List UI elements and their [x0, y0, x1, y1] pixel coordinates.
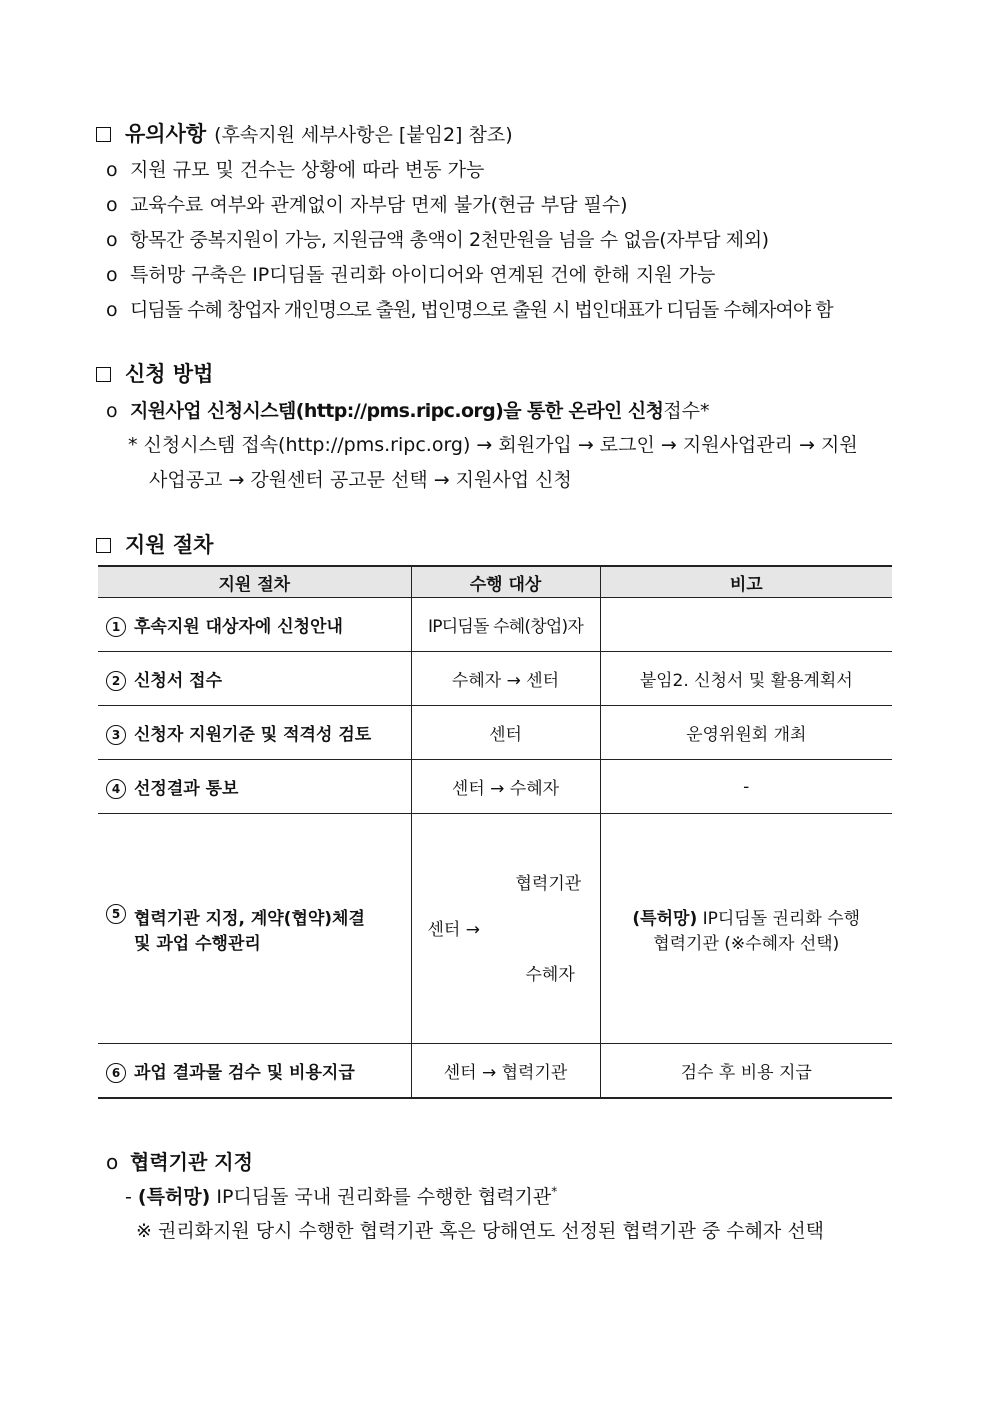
table-header-row [98, 566, 892, 598]
target-cell: IP디딤돌 수혜(창업)자 [411, 598, 600, 652]
note-cell [600, 598, 892, 652]
apply-footnote-line-1: * 신청시스템 접속(http://pms.ripc.org) → 회원가입 → 로그인 → 지원사업관리 → 지원 [128, 434, 858, 456]
partner-note: ※ 권리화지원 당시 수행한 협력기관 혹은 당해연도 선정된 협력기관 중 수혜자 선택 [136, 1220, 825, 1242]
note-cell: 붙임2. 신청서 및 활용계획서 [600, 652, 892, 706]
section-title: 지원 절차 [125, 533, 214, 557]
step-cell: 3 신청자 지원기준 및 적격성 검토 [98, 706, 411, 760]
circled-number: 3 [106, 725, 126, 745]
header-target: 수행 대상 [411, 566, 600, 598]
circled-number: 5 [106, 904, 126, 924]
section-note: (후속지원 세부사항은 [붙임2] 참조) [214, 124, 513, 146]
bullet-circle-icon: o [106, 229, 118, 251]
target-cell: 센터 → 협력기관 [411, 1044, 600, 1098]
table-row [98, 706, 892, 760]
header-step: 지원 절차 [98, 566, 411, 598]
step-cell: 1 후속지원 대상자에 신청안내 [98, 598, 411, 652]
checkbox-square-icon [96, 127, 111, 142]
target-cell: 센터 → 수혜자 [411, 760, 600, 814]
notice-item-3: o 항목간 중복지원이 가능, 지원금액 총액이 2천만원을 넘을 수 없음(자부담 제외) [106, 229, 769, 251]
step-cell: 6 과업 결과물 검수 및 비용지급 [98, 1044, 411, 1098]
bullet-circle-icon: o [106, 159, 118, 181]
notice-item-1: o 지원 규모 및 건수는 상황에 따라 변동 가능 [106, 159, 485, 181]
notice-item-5: o 디딤돌 수혜 창업자 개인명으로 출원, 법인명으로 출원 시 법인대표가 디딤돌 수혜자여야 함 [106, 299, 833, 321]
target-bottom: 수혜자 [525, 965, 575, 985]
procedure-table [98, 565, 892, 1099]
checkbox-square-icon [96, 538, 111, 553]
target-cell [411, 814, 600, 1044]
section-apply-heading [96, 358, 213, 388]
bullet-circle-icon: o [106, 299, 118, 321]
section-title: 신청 방법 [125, 362, 214, 386]
circled-number: 2 [106, 671, 126, 691]
section-title: 유의사항 [125, 122, 207, 146]
apply-main-item: o 지원사업 신청시스템(http://pms.ripc.org)을 통한 온라인 신청접수* [106, 400, 710, 422]
table-row [98, 760, 892, 814]
checkbox-square-icon [96, 367, 111, 382]
section-notice-heading [96, 118, 513, 148]
notice-item-4: o 특허망 구축은 IP디딤돌 권리화 아이디어와 연계된 건에 한해 지원 가능 [106, 264, 716, 286]
note-cell: (특허망) IP디딤돌 권리화 수행 협력기관 (※수혜자 선택) [600, 814, 892, 1044]
partner-item: - (특허망) IP디딤돌 국내 권리화를 수행한 협력기관* [125, 1184, 558, 1208]
bullet-circle-icon: o [106, 1150, 119, 1174]
note-cell: 운영위원회 개최 [600, 706, 892, 760]
table-row [98, 814, 892, 1044]
step-cell: 5 협력기관 지정, 계약(협약)체결 및 과업 수행관리 [98, 814, 411, 1044]
step-cell: 4 선정결과 통보 [98, 760, 411, 814]
section-procedure-heading [96, 529, 213, 559]
circled-number: 1 [106, 617, 126, 637]
notice-item-2: o 교육수료 여부와 관계없이 자부담 면제 불가(현금 부담 필수) [106, 194, 628, 216]
table-row [98, 1044, 892, 1098]
step-cell: 2 신청서 접수 [98, 652, 411, 706]
note-cell: 검수 후 비용 지급 [600, 1044, 892, 1098]
dash-mark: - [125, 1186, 132, 1208]
target-from: 센터 → [427, 920, 480, 940]
bullet-circle-icon: o [106, 400, 118, 422]
apply-footnote-line-2: 사업공고 → 강원센터 공고문 선택 → 지원사업 신청 [149, 469, 572, 491]
partner-heading: o 협력기관 지정 [106, 1150, 253, 1174]
bullet-circle-icon: o [106, 264, 118, 286]
target-cell: 센터 [411, 706, 600, 760]
header-note: 비고 [600, 566, 892, 598]
table-row [98, 652, 892, 706]
table-row [98, 598, 892, 652]
target-top: 협력기관 [515, 874, 582, 894]
target-cell: 수혜자 → 센터 [411, 652, 600, 706]
circled-number: 4 [106, 779, 126, 799]
bullet-circle-icon: o [106, 194, 118, 216]
note-cell: - [600, 760, 892, 814]
circled-number: 6 [106, 1063, 126, 1083]
